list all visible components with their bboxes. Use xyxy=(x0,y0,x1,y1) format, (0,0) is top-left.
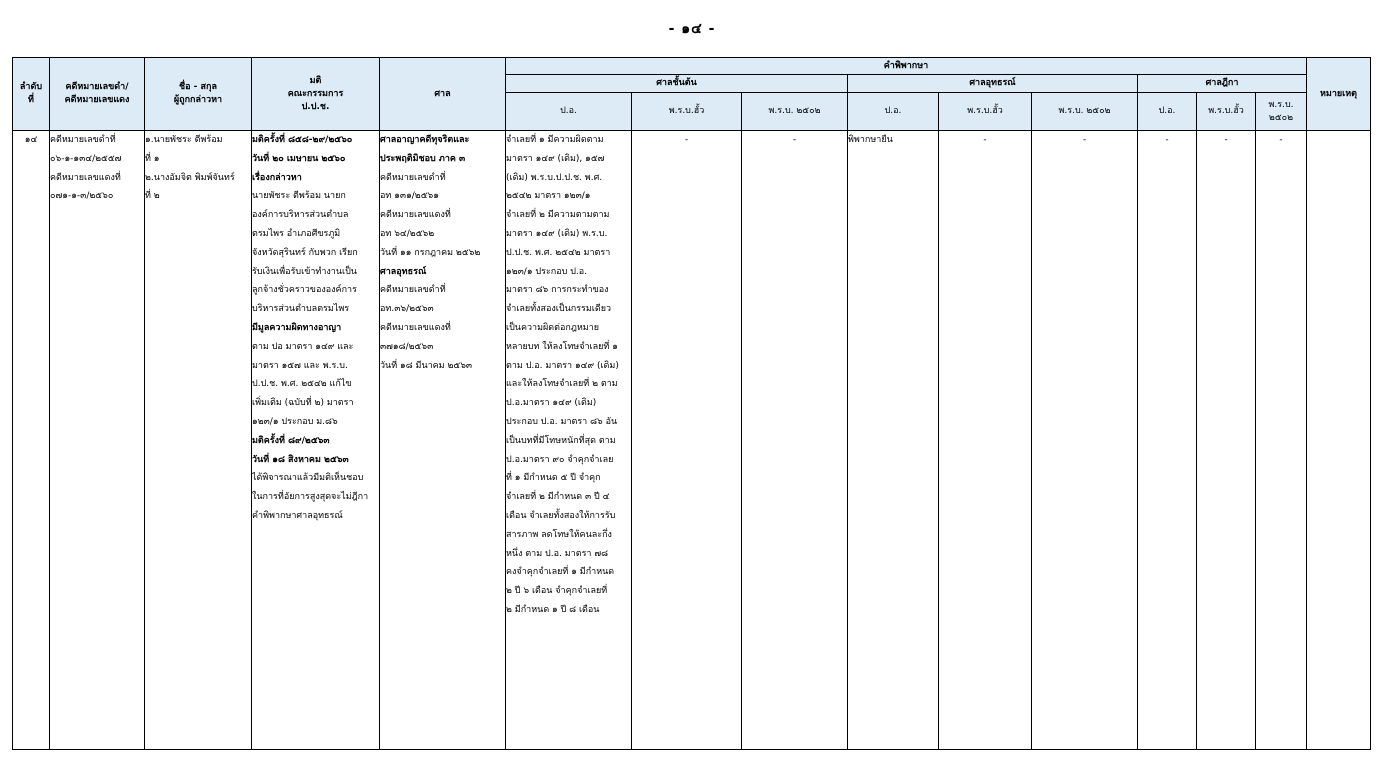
header-supreme-po: ป.อ. xyxy=(1138,93,1197,131)
cell-line: ๒ มีกำหนด ๑ ปี ๘ เดือน xyxy=(506,604,600,615)
header-no: ลำดับ ที่ xyxy=(13,58,50,131)
nacc-resolution-cell xyxy=(252,131,380,750)
cell-line: คดีหมายเลขดำที่ xyxy=(380,285,446,296)
header-first-court-act-2502: พ.ร.บ. ๒๕๐๒ xyxy=(742,93,848,131)
cell-line: เป็นบทที่มีโทษหนักที่สุด ตาม xyxy=(506,435,616,446)
cell-line: รับเงินเพื่อรับเข้าทำงานเป็น xyxy=(252,266,357,277)
appeal-act-2502-cell: - xyxy=(1032,131,1138,750)
first-court-act-2502-cell: - xyxy=(742,131,848,750)
cell-line: วันที่ ๒๐ เมษายน ๒๕๖๐ xyxy=(252,153,346,164)
cell-line: เพิ่มเติม (ฉบับที่ ๒) มาตรา xyxy=(252,398,354,409)
header-judgment: คำพิพากษา xyxy=(506,58,1307,75)
cell-line: มาตรา ๘๖ การกระทำของ xyxy=(506,285,609,296)
cell-line: จังหวัดสุรินทร์ กับพวก เรียก xyxy=(252,247,358,258)
cell-line: ป.อ.มาตรา ๑๔๙ (เดิม) xyxy=(506,398,597,409)
cell-line: ป.ป.ช. พ.ศ. ๒๕๔๒ มาตรา xyxy=(506,247,611,258)
cell-line: คงจำคุกจำเลยที่ ๑ มีกำหนด xyxy=(506,567,615,578)
first-court-act-old-cell: - xyxy=(632,131,742,750)
cell-line: คำพิพากษาศาลอุทธรณ์ xyxy=(252,510,343,521)
cell-line: นายพัชระ ตีพร้อม นายก xyxy=(252,191,346,202)
cell-line: ๑๒๓/๑ ประกอบ ม.๘๖ xyxy=(252,416,338,427)
cell-line: ศาลอุทธรณ์ xyxy=(380,266,427,277)
cell-line: ป.ป.ช. พ.ศ. ๒๕๔๒ แก้ไข xyxy=(252,379,352,390)
header-remarks: หมายเหตุ xyxy=(1307,58,1371,131)
header-accused-name: ชื่อ - สกุล ผู้ถูกกล่าวหา xyxy=(145,58,252,131)
cell-line: ๓๗๑๘/๒๕๖๓ xyxy=(380,341,434,352)
cell-line: เป็นความผิดต่อกฎหมาย xyxy=(506,322,600,333)
cell-line: ลูกจ้างชั่วคราวขององค์การ xyxy=(252,285,357,296)
case-number-cell: คดีหมายเลขดำที่ ๐๖-๑-๑๓๔/๒๕๕๗ คดีหมายเลขแดงที่ ๐๗๑-๑-๓/๒๕๖๐ xyxy=(50,131,145,750)
cell-line: จำเลยทั้งสองเป็นกรรมเดียว xyxy=(506,304,612,315)
cell-line: มีมูลความผิดทางอาญา xyxy=(252,322,342,333)
row-number: ๑๔ xyxy=(13,131,50,750)
header-supreme-act-old: พ.ร.บ.ฮั้ว xyxy=(1197,93,1256,131)
judgment-table xyxy=(12,57,1371,750)
remarks-cell xyxy=(1307,131,1371,750)
cell-line: มาตรา ๑๔๙ (เดิม) พ.ร.บ. xyxy=(506,228,608,239)
supreme-po-cell: - xyxy=(1138,131,1197,750)
cell-line: หลายบท ให้ลงโทษจำเลยที่ ๑ xyxy=(506,341,618,352)
supreme-act-2502-cell: - xyxy=(1256,131,1307,750)
header-supreme-court: ศาลฎีกา xyxy=(1138,75,1307,93)
cell-line: เดือน จำเลยทั้งสองให้การรับ xyxy=(506,510,616,521)
cell-line: ประพฤติมิชอบ ภาค ๓ xyxy=(380,153,466,164)
cell-line: ศาลอาญาคดีทุจริตและ xyxy=(380,135,470,145)
cell-line: คดีหมายเลขแดงที่ xyxy=(380,322,451,333)
table-row xyxy=(13,131,1371,750)
cell-line: อท.๓๖/๒๕๖๓ xyxy=(380,304,434,315)
cell-line: ตรมไพร อำเภอศีขรภูมิ xyxy=(252,228,341,239)
supreme-act-old-cell: - xyxy=(1197,131,1256,750)
cell-line: ได้พิจารณาแล้วมีมติเห็นชอบ xyxy=(252,473,364,484)
header-appeal-po: ป.อ. xyxy=(848,93,939,131)
accused-name-cell: ๑.นายพัชระ ตีพร้อม ที่ ๑ ๒.นางอัมจิต พิมพ์จันทร์ ที่ ๒ xyxy=(145,131,252,750)
header-court: ศาล xyxy=(380,58,506,131)
cell-line: หนึ่ง ตาม ป.อ. มาตรา ๗๘ xyxy=(506,548,609,559)
cell-line: อท ๑๓๑/๒๕๖๑ xyxy=(380,191,439,202)
cell-line: บริหารส่วนตำบลตรมไพร xyxy=(252,304,350,315)
cell-line: เรื่องกล่าวหา xyxy=(252,172,302,183)
cell-line: ในการที่อัยการสูงสุดจะไม่ฎีกา xyxy=(252,492,369,503)
header-nacc-resolution: มติ คณะกรรมการ ป.ป.ช. xyxy=(252,58,380,131)
header-case-number: คดีหมายเลขดำ/ คดีหมายเลขแดง xyxy=(50,58,145,131)
cell-line: ๒๕๔๒ มาตรา ๑๒๓/๑ xyxy=(506,191,591,202)
cell-line: ตาม ปอ มาตรา ๑๔๙ และ xyxy=(252,341,354,352)
cell-line: องค์การบริหารส่วนตำบล xyxy=(252,210,349,221)
cell-line: อท ๖๔/๒๕๖๒ xyxy=(380,228,435,239)
page-number: - ๑๔ - xyxy=(668,21,716,37)
cell-line: จำเลยที่ ๑ มีความผิดตาม xyxy=(506,135,604,145)
cell-line: ๒ ปี ๖ เดือน จำคุกจำเลยที่ xyxy=(506,586,608,597)
header-appeal-act-old: พ.ร.บ.ฮั้ว xyxy=(939,93,1032,131)
cell-line: มาตรา ๑๕๗ และ พ.ร.บ. xyxy=(252,360,348,371)
cell-line: มติครั้งที่ ๘๙/๒๕๖๓ xyxy=(252,435,330,446)
first-court-po-cell xyxy=(506,131,632,750)
cell-line: สารภาพ ลดโทษให้คนละกึ่ง xyxy=(506,529,612,540)
cell-line: ตาม ป.อ. มาตรา ๑๔๙ (เดิม) xyxy=(506,360,619,371)
appeal-po-cell: พิพากษายืน xyxy=(848,131,939,750)
cell-line: ๑๒๓/๑ ประกอบ ป.อ. xyxy=(506,266,588,277)
cell-line: วันที่ ๑๘ สิงหาคม ๒๕๖๓ xyxy=(252,454,349,465)
court-cell xyxy=(380,131,506,750)
cell-line: จำเลยที่ ๒ มีความตามตาม xyxy=(506,210,610,221)
cell-line: และให้ลงโทษจำเลยที่ ๒ ตาม xyxy=(506,379,618,390)
header-first-court: ศาลชั้นต้น xyxy=(506,75,848,93)
header-first-court-po: ป.อ. xyxy=(506,93,632,131)
cell-line: วันที่ ๑๘ มีนาคม ๒๕๖๓ xyxy=(380,360,473,371)
cell-line: มติครั้งที่ ๘๕๘-๒๙/๒๕๖๐ xyxy=(252,135,353,145)
cell-line: คดีหมายเลขแดงที่ xyxy=(380,210,451,221)
cell-line: จำเลยที่ ๒ มีกำหนด ๓ ปี ๔ xyxy=(506,492,610,503)
header-first-court-act-old: พ.ร.บ.ฮั้ว xyxy=(632,93,742,131)
cell-line: ประกอบ ป.อ. มาตรา ๘๖ อัน xyxy=(506,416,618,427)
cell-line: (เดิม) พ.ร.บ.ป.ป.ช. พ.ศ. xyxy=(506,172,603,183)
cell-line: ที่ ๑ มีกำหนด ๕ ปี จำคุก xyxy=(506,473,601,484)
cell-line: วันที่ ๑๑ กรกฎาคม ๒๕๖๒ xyxy=(380,247,481,258)
appeal-act-old-cell: - xyxy=(939,131,1032,750)
cell-line: ป.อ.มาตรา ๙๐ จำคุกจำเลย xyxy=(506,454,614,465)
cell-line: มาตรา ๑๔๙ (เดิม), ๑๕๗ xyxy=(506,153,605,164)
header-appeal-court: ศาลอุทธรณ์ xyxy=(848,75,1138,93)
cell-line: คดีหมายเลขดำที่ xyxy=(380,172,446,183)
header-appeal-act-2502: พ.ร.บ. ๒๕๐๒ xyxy=(1032,93,1138,131)
header-supreme-act-2502: พ.ร.บ. ๒๕๐๒ xyxy=(1256,93,1307,131)
